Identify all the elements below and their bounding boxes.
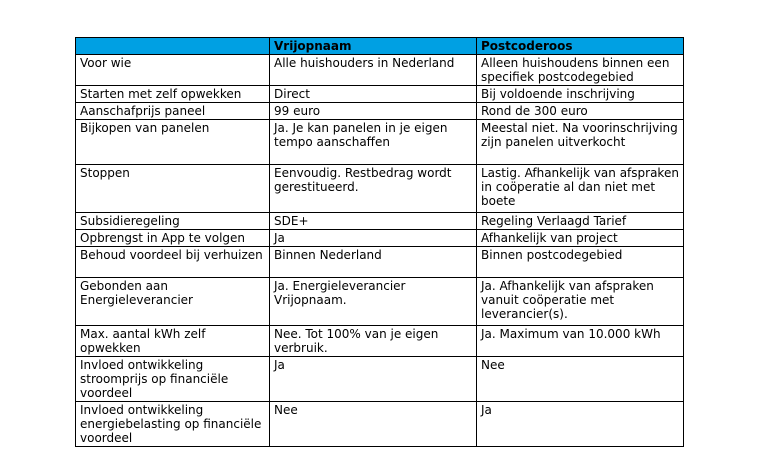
postcoderoos-cell: Lastig. Afhankelijk van afspraken in coöperatie al dan niet met boete xyxy=(477,165,684,213)
postcoderoos-cell: Binnen postcodegebied xyxy=(477,247,684,278)
row-label: Opbrengst in App te volgen xyxy=(76,230,270,247)
postcoderoos-cell: Rond de 300 euro xyxy=(477,103,684,120)
vrijopnaam-cell: Ja xyxy=(270,230,477,247)
row-label: Gebonden aan Energieleverancier xyxy=(76,278,270,326)
vrijopnaam-cell: Binnen Nederland xyxy=(270,247,477,278)
row-label: Subsidieregeling xyxy=(76,213,270,230)
table-row xyxy=(76,86,684,103)
comparison-table xyxy=(75,37,684,447)
row-label: Aanschafprijs paneel xyxy=(76,103,270,120)
vrijopnaam-cell: 99 euro xyxy=(270,103,477,120)
postcoderoos-cell: Afhankelijk van project xyxy=(477,230,684,247)
vrijopnaam-cell: Alle huishouders in Nederland xyxy=(270,55,477,86)
table-row xyxy=(76,247,684,278)
vrijopnaam-cell: Direct xyxy=(270,86,477,103)
header-row xyxy=(76,38,684,55)
row-label: Behoud voordeel bij verhuizen xyxy=(76,247,270,278)
vrijopnaam-cell: Nee xyxy=(270,402,477,447)
header-empty xyxy=(76,38,270,55)
row-label: Starten met zelf opwekken xyxy=(76,86,270,103)
postcoderoos-cell: Bij voldoende inschrijving xyxy=(477,86,684,103)
postcoderoos-cell: Alleen huishoudens binnen een specifiek postcodegebied xyxy=(477,55,684,86)
table-row xyxy=(76,103,684,120)
postcoderoos-cell: Nee xyxy=(477,357,684,402)
table-row xyxy=(76,55,684,86)
postcoderoos-cell: Ja. Maximum van 10.000 kWh xyxy=(477,326,684,357)
row-label: Voor wie xyxy=(76,55,270,86)
table-row xyxy=(76,402,684,447)
vrijopnaam-cell: Ja. Energieleverancier Vrijopnaam. xyxy=(270,278,477,326)
vrijopnaam-cell: Eenvoudig. Restbedrag wordt gerestitueerd. xyxy=(270,165,477,213)
table-row xyxy=(76,230,684,247)
table-row xyxy=(76,326,684,357)
header-postcoderoos: Postcoderoos xyxy=(477,38,684,55)
postcoderoos-cell: Ja. Afhankelijk van afspraken vanuit coöperatie met leverancier(s). xyxy=(477,278,684,326)
vrijopnaam-cell: Ja. Je kan panelen in je eigen tempo aanschaffen xyxy=(270,120,477,165)
row-label: Invloed ontwikkeling energiebelasting op financiële voordeel xyxy=(76,402,270,447)
postcoderoos-cell: Ja xyxy=(477,402,684,447)
table-row xyxy=(76,278,684,326)
row-label: Max. aantal kWh zelf opwekken xyxy=(76,326,270,357)
vrijopnaam-cell: Nee. Tot 100% van je eigen verbruik. xyxy=(270,326,477,357)
vrijopnaam-cell: SDE+ xyxy=(270,213,477,230)
postcoderoos-cell: Regeling Verlaagd Tarief xyxy=(477,213,684,230)
table-row xyxy=(76,120,684,165)
table-row xyxy=(76,213,684,230)
row-label: Invloed ontwikkeling stroomprijs op financiële voordeel xyxy=(76,357,270,402)
header-vrijopnaam: Vrijopnaam xyxy=(270,38,477,55)
row-label: Stoppen xyxy=(76,165,270,213)
vrijopnaam-cell: Ja xyxy=(270,357,477,402)
postcoderoos-cell: Meestal niet. Na voorinschrijving zijn panelen uitverkocht xyxy=(477,120,684,165)
table-row xyxy=(76,165,684,213)
row-label: Bijkopen van panelen xyxy=(76,120,270,165)
table-row xyxy=(76,357,684,402)
